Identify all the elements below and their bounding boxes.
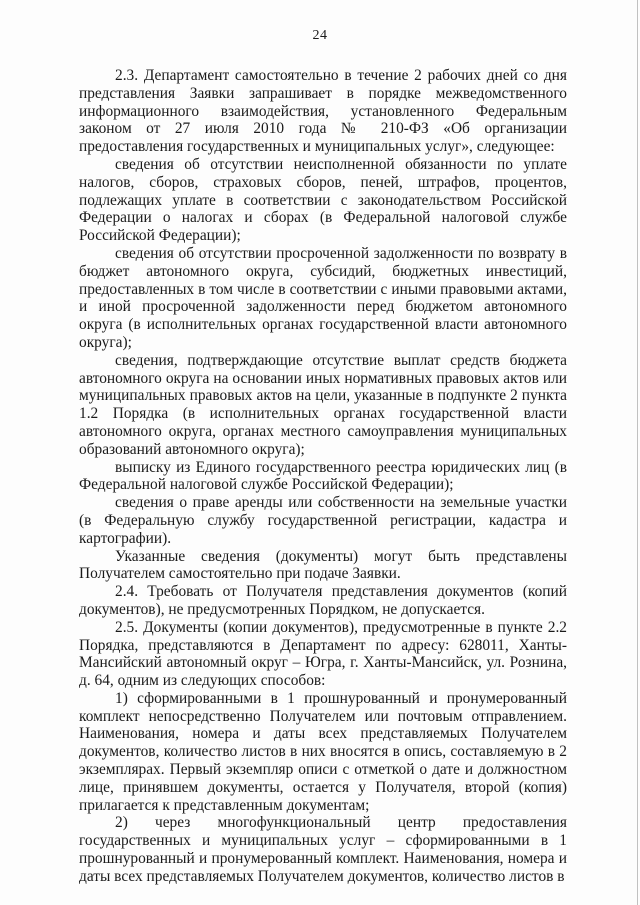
paragraph-2-4: 2.4. Требовать от Получателя представления документов (копий документов), не предусмотренных Порядком, не допускается. xyxy=(79,583,567,618)
paragraph-2-5: 2.5. Документы (копии документов), предусмотренные в пункте 2.2 Порядка, представляются в Департамент по адресу: 628011, Ханты-Мансийский автономный округ – Югра, г. Ханты-Мансийск, ул. Рознина, д. 64, одним из следующих способов: xyxy=(79,618,567,690)
document-body xyxy=(79,67,567,886)
paragraph-debt-info: сведения об отсутствии просроченной задолженности по возврату в бюджет автономного округа, субсидий, бюджетных инвестиций, предоставленных в том числе в соответствии с иными правовыми актами, и иной просроченной задолженности перед бюджетом автономного округа (в исполнительных органах государственной власти автономного округа); xyxy=(79,244,567,351)
paragraph-tax-info: сведения об отсутствии неисполненной обязанности по уплате налогов, сборов, страховых сборов, пеней, штрафов, процентов, подлежащих уплате в соответствии с законодательством Российской Федерации о налогах и сборах (в Федеральной налоговой службе Российской Федерации); xyxy=(79,155,567,245)
paragraph-payments-info: сведения, подтверждающие отсутствие выплат средств бюджета автономного округа на основании иных нормативных правовых актов или муниципальных правовых актов на цели, указанные в подпункте 2 пункта 1.2 Порядка (в исполнительных органах государственной власти автономного округа, органах местного самоуправления муниципальных образований автономного округа); xyxy=(79,351,567,458)
scan-edge xyxy=(637,0,638,905)
paragraph-2-3: 2.3. Департамент самостоятельно в течение 2 рабочих дней со дня представления Заявки запрашивает в порядке межведомственного информационного взаимодействия, установленного Федеральным законом от 27 июля 2010 года № 210-ФЗ «Об организации предоставления государственных и муниципальных услуг», следующее: xyxy=(79,67,567,156)
page-number: 24 xyxy=(312,28,328,43)
paragraph-land-rights: сведения о праве аренды или собственности на земельные участки (в Федеральную службу государственной регистрации, кадастра и картографии). xyxy=(79,494,567,547)
paragraph-method-1: 1) сформированными в 1 прошнурованный и пронумерованный комплект непосредственно Получателем или почтовым отправлением. Наименования, номера и даты всех представляемых Получателем документов, количество листов в них вносятся в опись, составляемую в 2 экземплярах. Первый экземпляр описи с отметкой о дате и должностном лице, принявшем документы, остается у Получателя, второй (копия) прилагается к представленным документам; xyxy=(79,689,567,814)
paragraph-method-2: 2) через многофункциональный центр предоставления государственных и муниципальных услуг – сформированными в 1 прошнурованный и пронумерованный комплект. Наименования, номера и даты всех представляемых Получателем документов, количество листов в xyxy=(79,814,567,885)
paragraph-self-submission: Указанные сведения (документы) могут быть представлены Получателем самостоятельно при подаче Заявки. xyxy=(79,547,567,583)
paragraph-egrul-extract: выписку из Единого государственного реестра юридических лиц (в Федеральной налоговой службе Российской Федерации); xyxy=(79,458,567,494)
